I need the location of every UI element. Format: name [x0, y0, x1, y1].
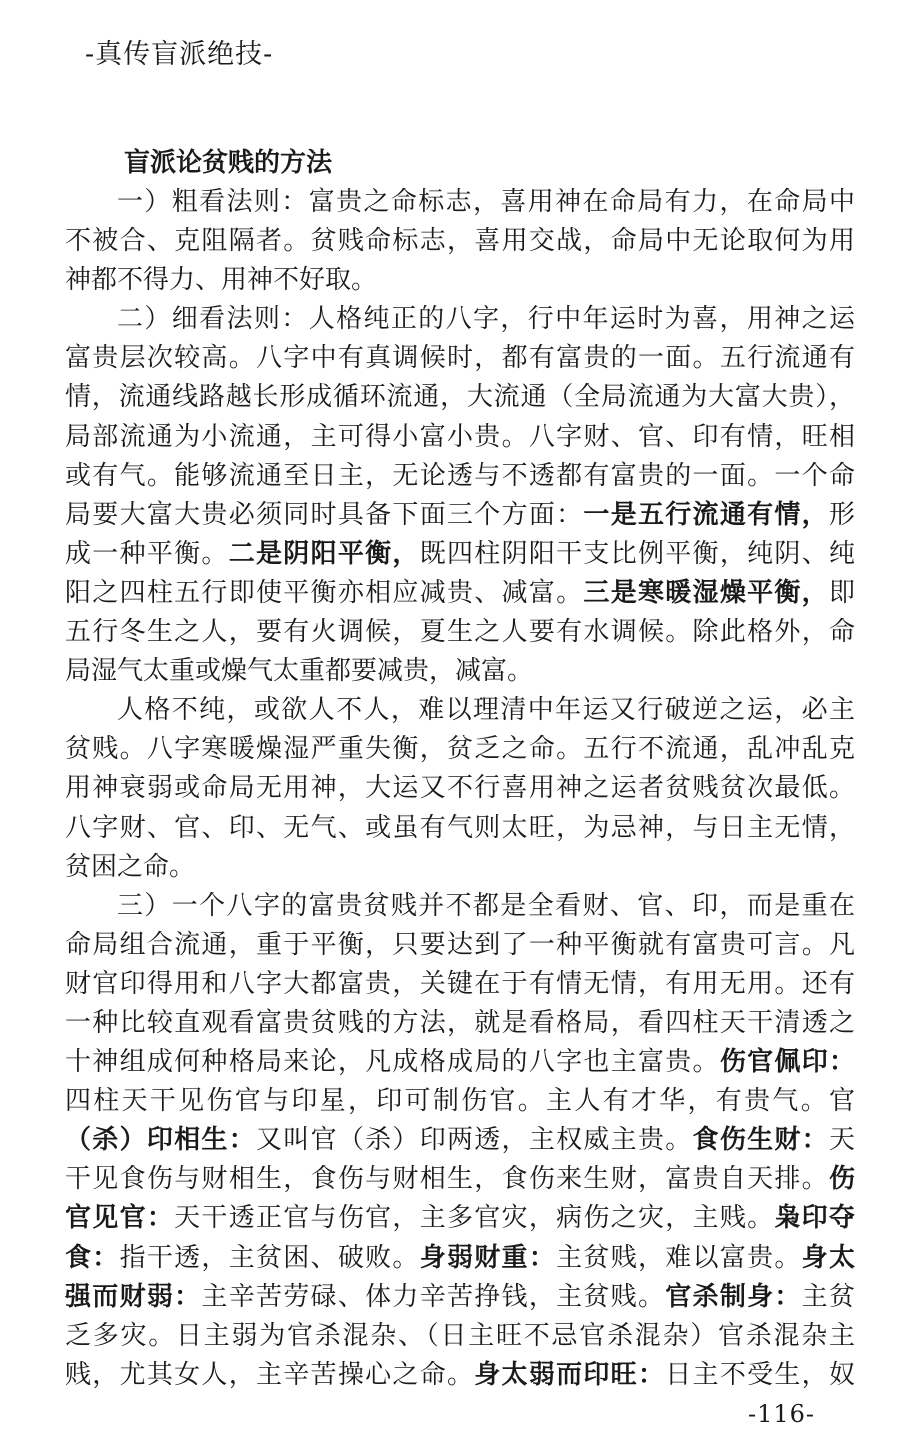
text-segment: 用神衰弱或命局无用神，大运又不行喜用神之运者贫贱贫次最低。: [65, 773, 855, 804]
text-line: [65, 809, 855, 848]
bold-term: 身太: [801, 1242, 855, 1273]
text-segment: 三）一个八字的富贵贫贱并不都是全看财、官、印，而是重在: [117, 890, 855, 921]
body-text: [65, 183, 855, 1395]
text-line: [65, 574, 855, 613]
text-line: [65, 1278, 855, 1317]
text-line: [65, 535, 855, 574]
bold-term: 食伤生财：: [692, 1125, 829, 1156]
bold-term: 身弱财重：: [419, 1242, 557, 1273]
text-line: [65, 1356, 855, 1395]
text-segment: 一）粗看法则：富贵之命标志，喜用神在命局有力，在命局中: [117, 187, 855, 217]
text-segment: 贫贱。八字寒暖燥湿严重失衡，贫乏之命。五行不流通，乱冲乱克: [65, 734, 855, 765]
text-line: [65, 222, 855, 261]
text-segment: 局部流通为小流通，主可得小富小贵。八字财、官、印有情，旺相: [65, 421, 855, 452]
text-line: [65, 965, 855, 1004]
text-line: [65, 1239, 855, 1278]
text-line: [65, 691, 855, 730]
text-segment: 阳之四柱五行即使平衡亦相应减贵、减富。: [65, 577, 584, 608]
text-line: [65, 261, 855, 300]
text-segment: 主贫贱，难以富贵。: [556, 1242, 802, 1273]
bold-term: 伤官佩印：: [719, 1047, 855, 1078]
text-segment: 或有气。能够流通至日主，无论透与不透都有富贵的一面。一个命: [65, 460, 855, 491]
bold-term: 枭印夺: [774, 1203, 855, 1234]
text-line: [65, 730, 855, 769]
text-line: [65, 418, 855, 457]
text-segment: 即: [828, 577, 855, 608]
bold-term: 官杀制身：: [665, 1281, 802, 1312]
text-line: [65, 378, 855, 417]
text-segment: 干见食伤与财相生，食伤与财相生，食伤来生财，富贵自天排。: [65, 1164, 829, 1195]
text-line: [65, 1043, 855, 1082]
text-segment: 五行冬生之人，要有火调候，夏生之人要有水调候。除此格外，命: [65, 617, 855, 648]
text-line: [65, 457, 855, 496]
bold-term: 二是阴阳平衡，: [228, 538, 420, 569]
text-segment: 形: [828, 499, 855, 530]
text-line: [65, 1121, 855, 1160]
text-segment: 财官印得用和八字大都富贵，关键在于有情无情，有用无用。还有: [65, 968, 855, 999]
text-segment: 人格不纯，或欲人不人，难以理清中年运又行破逆之运，必主: [117, 695, 855, 726]
bold-term: 伤: [828, 1164, 855, 1195]
text-segment: 十神组成何种格局来论，凡成格成局的八字也主富贵。: [65, 1047, 720, 1078]
bold-term: 食：: [65, 1242, 120, 1273]
text-line: [65, 1004, 855, 1043]
text-segment: 主辛苦劳碌、体力辛苦挣钱，主贫贱。: [201, 1281, 666, 1312]
section-title: 盲派论贫贱的方法: [124, 148, 333, 178]
text-line: [65, 848, 855, 887]
text-segment: 又叫官（杀）印两透，主权威主贵。: [256, 1125, 693, 1156]
text-segment: 日主不受生，奴: [665, 1359, 855, 1390]
running-header: -真传盲派绝技-: [85, 39, 274, 70]
text-segment: 天干透正官与伤官，主多官灾，病伤之灾，主贱。: [174, 1203, 775, 1234]
text-segment: 富贵层次较高。八字中有真调候时，都有富贵的一面。五行流通有: [65, 343, 855, 374]
bold-term: 官见官：: [65, 1203, 175, 1234]
text-segment: 贱，尤其女人，主辛苦操心之命。: [65, 1359, 475, 1390]
text-segment: 成一种平衡。: [65, 538, 229, 569]
text-line: [65, 496, 855, 535]
page-number: -116-: [748, 1400, 816, 1428]
text-line: [65, 339, 855, 378]
text-segment: 贫困之命。: [65, 851, 196, 882]
bold-term: 身太弱而印旺：: [474, 1359, 666, 1390]
text-line: [65, 1082, 855, 1121]
text-segment: 天: [828, 1125, 855, 1156]
text-segment: 局湿气太重或燥气太重都要减贵，减富。: [65, 656, 534, 687]
text-line: [65, 300, 855, 339]
bold-term: 三是寒暖湿燥平衡，: [583, 577, 829, 608]
text-segment: 主贫: [801, 1281, 855, 1312]
text-segment: 一种比较直观看富贵贫贱的方法，就是看格局，看四柱天干清透之: [65, 1007, 855, 1038]
text-segment: 命局组合流通，重于平衡，只要达到了一种平衡就有富贵可言。凡: [65, 929, 855, 960]
text-segment: 四柱天干见伤官与印星，印可制伤官。主人有才华，有贵气。官: [65, 1086, 855, 1117]
text-line: [65, 613, 855, 652]
text-line: [65, 887, 855, 926]
text-line: [65, 926, 855, 965]
text-line: [65, 1160, 855, 1199]
text-segment: 神都不得力、用神不好取。: [65, 265, 378, 296]
text-segment: 二）细看法则：人格纯正的八字，行中年运时为喜，用神之运: [117, 304, 855, 335]
bold-term: 一是五行流通有情，: [583, 499, 829, 530]
text-line: [65, 1317, 855, 1356]
text-segment: 八字财、官、印、无气、或虽有气则太旺，为忌神，与日主无情，: [65, 812, 855, 843]
text-line: [65, 769, 855, 808]
text-line: [65, 183, 855, 222]
text-line: [65, 1199, 855, 1238]
text-segment: 指干透，主贫困、破败。: [119, 1242, 420, 1273]
bold-term: 强而财弱：: [65, 1281, 202, 1312]
text-segment: 乏多灾。日主弱为官杀混杂、（日主旺不忌官杀混杂）官杀混杂主: [65, 1320, 855, 1351]
text-segment: 局要大富大贵必须同时具备下面三个方面：: [65, 499, 584, 530]
text-segment: 不被合、克阻隔者。贫贱命标志，喜用交战，命局中无论取何为用: [65, 226, 855, 257]
text-segment: 情，流通线路越长形成循环流通，大流通（全局流通为大富大贵），: [65, 382, 855, 413]
text-segment: 既四柱阴阳干支比例平衡，纯阴、纯: [419, 538, 855, 569]
text-line: [65, 652, 855, 691]
bold-term: （杀）印相生：: [65, 1125, 256, 1156]
